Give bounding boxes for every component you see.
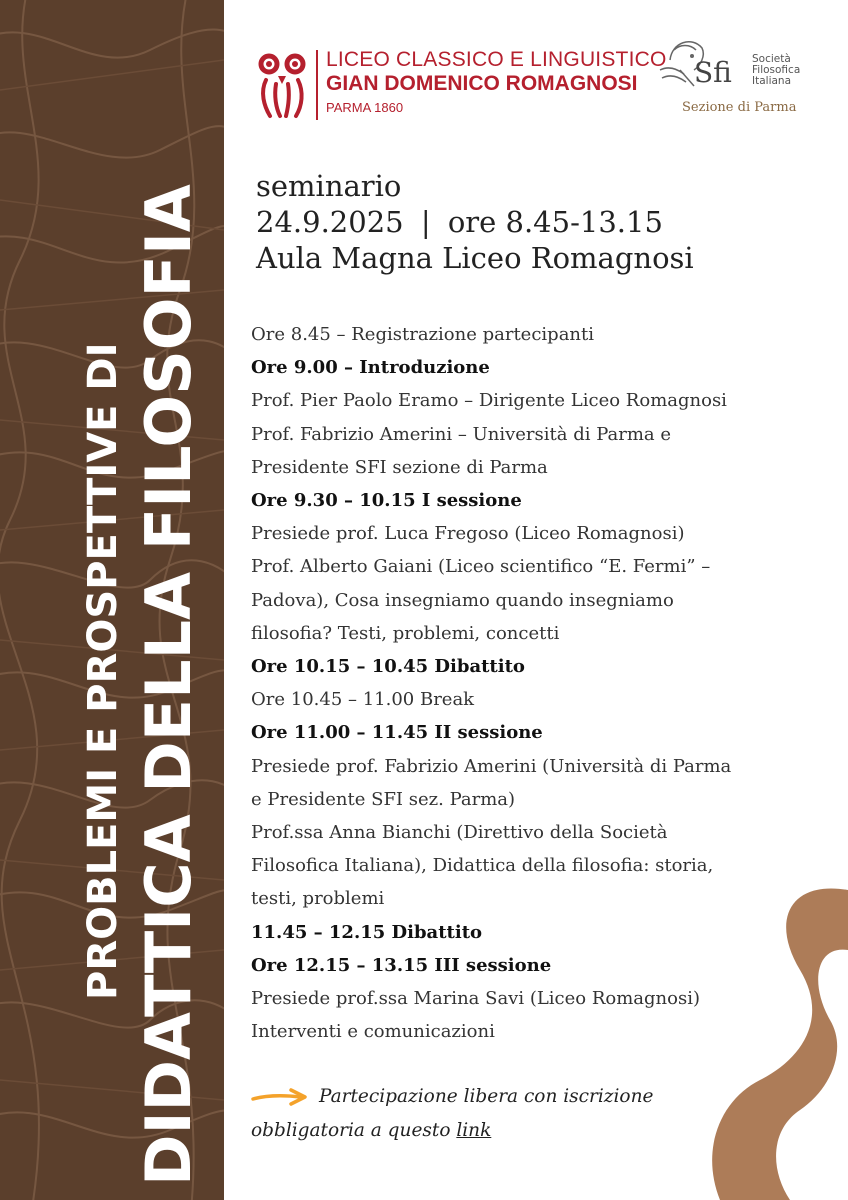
sfi-logo (650, 30, 830, 122)
program-row: Prof. Alberto Gaiani (Liceo scientifico “E. Fermi” – (251, 556, 711, 578)
program-row: Filosofica Italiana), Didattica della filosofia: storia, (251, 855, 714, 877)
event-date: 24.9.2025 (256, 205, 404, 239)
program-row: Presiede prof.ssa Marina Savi (Liceo Romagnosi) (251, 988, 701, 1010)
program-row: Presiede prof. Luca Fregoso (Liceo Romagnosi) (251, 523, 685, 545)
sfi-section: Sezione di Parma (682, 100, 797, 115)
program-row: Prof. Fabrizio Amerini – Università di Parma e (251, 423, 672, 445)
registration-line2: obbligatoria a questo (251, 1120, 457, 1141)
sidebar-title-line1: PROBLEMI E PROSPETTIVE DI (80, 342, 126, 1000)
program-list (251, 318, 831, 1048)
event-datetime (256, 204, 694, 240)
logo-divider (316, 50, 318, 120)
program-row: Ore 8.45 – Registrazione partecipanti (251, 324, 595, 345)
sidebar-title-line2: DIDATTICA DELLA FILOSOFIA (132, 184, 205, 1186)
event-type: seminario (256, 169, 402, 203)
event-separator: | (420, 205, 431, 239)
program-heading: Ore 11.00 – 11.45 II sessione (251, 722, 543, 744)
program-row: Presiede prof. Fabrizio Amerini (Università di Parma (251, 755, 732, 777)
event-info (256, 168, 694, 276)
arrow-right-icon (251, 1087, 309, 1107)
event-time: ore 8.45-13.15 (447, 205, 663, 239)
school-name-line2: GIAN DOMENICO ROMAGNOSI (326, 72, 638, 95)
program-row: Presidente SFI sezione di Parma (251, 456, 548, 478)
sfi-name (752, 54, 800, 87)
sfi-name-line: Filosofica (752, 64, 801, 76)
program-heading: Ore 9.00 – Introduzione (251, 357, 490, 379)
sfi-name-line: Società (752, 53, 791, 65)
program-row: e Presidente SFI sez. Parma) (251, 788, 516, 810)
program-row: testi, problemi (251, 888, 385, 910)
program-heading: Ore 9.30 – 10.15 I sessione (251, 490, 522, 512)
sfi-name-line: Italiana (752, 75, 792, 87)
sfi-mark: Sfi (694, 56, 732, 89)
registration-link[interactable]: link (456, 1120, 492, 1141)
program-row: Prof. Pier Paolo Eramo – Dirigente Liceo Romagnosi (251, 390, 727, 412)
program-row: Interventi e comunicazioni (251, 1021, 495, 1043)
program-heading: Ore 10.15 – 10.45 Dibattito (251, 656, 525, 678)
program-row: Padova), Cosa insegniamo quando insegniamo (251, 589, 674, 611)
school-name-line1: LICEO CLASSICO E LINGUISTICO (326, 48, 667, 71)
owl-icon (256, 50, 310, 120)
sidebar-banner (0, 0, 224, 1200)
program-row: Prof.ssa Anna Bianchi (Direttivo della Società (251, 822, 668, 844)
registration-note (251, 1080, 771, 1148)
program-row: filosofia? Testi, problemi, concetti (251, 622, 560, 644)
registration-line1: Partecipazione libera con iscrizione (319, 1086, 654, 1107)
event-venue: Aula Magna Liceo Romagnosi (256, 241, 694, 275)
school-place: PARMA 1860 (326, 100, 404, 115)
program-row: Ore 10.45 – 11.00 Break (251, 689, 475, 711)
program-heading: 11.45 – 12.15 Dibattito (251, 921, 483, 943)
program-heading: Ore 12.15 – 13.15 III sessione (251, 954, 552, 976)
